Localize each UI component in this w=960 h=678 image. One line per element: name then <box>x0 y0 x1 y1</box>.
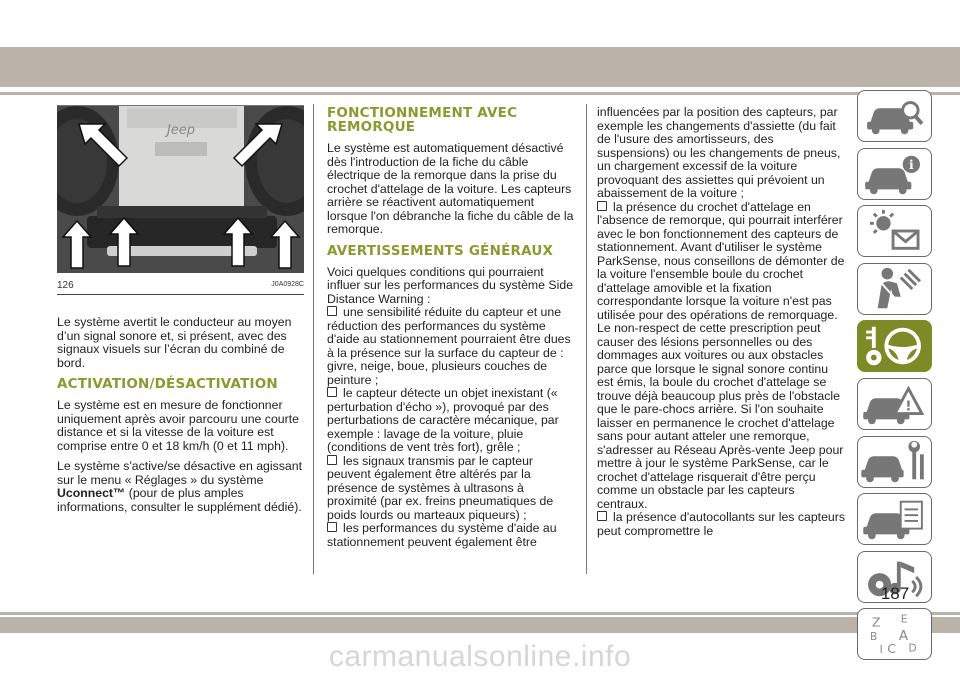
column-1 <box>57 316 307 521</box>
svg-text:i: i <box>908 156 914 172</box>
footer-band <box>0 614 960 633</box>
uconnect-brand: Uconnect™ <box>57 486 126 500</box>
warnings-intro: Voici quelques conditions qui pourraient influer sur les performances du système Side Distance Warning : <box>327 264 574 306</box>
checkbox-bullet-icon <box>597 511 607 521</box>
header-rule <box>0 92 960 95</box>
figure-page-ref: 126 <box>57 280 74 291</box>
bullet-text: une sensibilité réduite du capteur et une réduction des performances du système d'aide au stationnement pourraient être dues à la présence sur la surface du capteur de : givre, neige, boue, plusieurs couches de peinture ; <box>327 305 571 387</box>
rear-bumper-figure <box>57 105 304 273</box>
page-number: 187 <box>880 584 910 603</box>
index-letter-i: I <box>879 644 883 657</box>
watermark: carmanualsonline.info <box>328 640 632 673</box>
section-heading-warnings: AVERTISSEMENTS GÉNÉRAUX <box>327 242 554 259</box>
activation-paragraph-1: Le système est en mesure de fonctionner uniquement après avoir parcouru une courte distance et si la vitesse de la voiture est comprise entre 0 et 18 km/h (0 et 11 mph). <box>57 398 299 453</box>
activation-text-b: (pour de plus amples informations, consulter le supplément dédié). <box>57 486 302 514</box>
figure-caption <box>57 280 304 295</box>
section-heading-activation: ACTIVATION/DÉSACTIVATION <box>57 376 278 392</box>
car-maintenance-icon <box>858 437 931 487</box>
car-specifications-icon <box>858 494 931 544</box>
footer-rule <box>0 612 960 615</box>
warning-bullet-6 <box>597 511 847 538</box>
dashboard-lights-icon <box>858 206 931 256</box>
column-divider-2 <box>586 104 587 574</box>
tab-car-specifications[interactable] <box>857 493 932 545</box>
svg-text:!: ! <box>905 399 912 415</box>
column-3 <box>597 106 847 538</box>
tab-car-info[interactable] <box>857 148 932 200</box>
column-divider-1 <box>313 104 314 574</box>
intro-paragraph: Le système avertit le conducteur au moyen d’un signal sonore et, si présent, avec des signaux visuels sur l’écran du combiné de bord. <box>57 315 292 370</box>
continued-paragraph: influencées par la position des capteurs, par exemple les changements d'assiette (du fait de l'usure des amortisseurs, des suspensions) ou les changements de pneus, un chargement excessif de la voiture provoquant des assiettes qui prévoient un abaissement de la voiture ; <box>597 105 841 200</box>
car-warning-icon <box>858 379 931 429</box>
checkbox-bullet-icon <box>327 455 337 465</box>
figure-image-code: J0A0928C <box>271 281 304 288</box>
index-letter-z: Z <box>871 614 881 630</box>
top-margin <box>0 0 960 47</box>
checkbox-bullet-icon <box>327 387 337 397</box>
bullet-text: la présence d'autocollants sur les capteurs peut compromettre le <box>597 510 846 538</box>
tab-dashboard-lights[interactable] <box>857 205 932 257</box>
header-band <box>0 47 960 87</box>
checkbox-bullet-icon <box>597 201 607 211</box>
checkbox-bullet-icon <box>327 522 337 532</box>
trailer-paragraph: Le système est automatiquement désactivé dès l'introduction de la fiche du câble électrique de la remorque dans la prise du crochet d'attelage de la voiture. Les capteurs arrière se réactivent automatiquement lorsque l'on débranche la fiche du câble de la remorque. <box>327 141 574 236</box>
key-steering-wheel-icon <box>858 321 931 371</box>
svg-text:Jeep: Jeep <box>166 123 196 138</box>
seatbelt-airbag-icon <box>858 264 931 314</box>
warning-bullet-4 <box>327 522 577 549</box>
warning-bullet-5 <box>597 201 847 512</box>
index-letter-e: E <box>900 613 908 626</box>
activation-paragraph-2 <box>57 460 307 514</box>
index-letter-b: B <box>869 631 878 644</box>
tab-key-steering-wheel[interactable] <box>857 320 932 372</box>
bullet-text: le capteur détecte un objet inexistant (« perturbation d'écho »), provoqué par des perturbations de caractère mécanique, par exemple : lavage de la voiture, pluie (conditions de vent très fort), grêle ; <box>327 386 559 454</box>
checkbox-bullet-icon <box>327 306 337 316</box>
car-info-icon <box>858 149 931 199</box>
bullet-text: les performances du système d'aide au stationnement peuvent également être <box>327 521 557 549</box>
car-search-icon <box>858 91 931 141</box>
bullet-text: la présence du crochet d'attelage en l'absence de remorque, qui pourrait interférer avec le bon fonctionnement des capteurs de stationnement. Avant d'utiliser le système ParkSense, nous conseillons de démonter de la voiture l'ensemble boule du crochet d'attelage amovible et la fixation correspondante lorsque la voiture n'est pas utilisée pour des opérations de remorquage. Le non-respect de cette prescription peut causer des lésions personnelles ou des dommages aux voitures ou aux obstacles parce que lorsque le signal sonore continu est émis, la boule du crochet d'attelage se trouve déjà beaucoup plus près de l'obstacle que le pare-chocs arrière. Si l'on souhaite laisser en permanence le crochet d'attelage sans pour autant atteler une remorque, s'adresser au Réseau Après-vente Jeep pour mettre à jour le système ParkSense, car le crochet d'attelage risquerait d'être perçu comme un obstacle par les capteurs centraux. <box>597 199 845 511</box>
tab-car-warning[interactable] <box>857 378 932 430</box>
index-letter-a: A <box>898 629 909 645</box>
column-2 <box>327 106 577 549</box>
warning-bullet-2 <box>327 387 577 455</box>
bullet-text: les signaux transmis par le capteur peuvent également être altérés par la présence de systèmes à ultrasons à proximité (par ex. freins pneumatiques de poids lourds ou marteaux piqueurs) ; <box>327 453 554 522</box>
warning-bullet-3 <box>327 455 577 523</box>
index-letter-d: D <box>908 642 917 655</box>
activation-text-a: Le système s'active/se désactive en agissant sur le menu « Réglages » du système <box>57 459 302 487</box>
warning-bullet-1 <box>327 306 577 387</box>
tab-car-maintenance[interactable] <box>857 436 932 488</box>
rear-bumper-illustration <box>57 106 304 273</box>
chapter-tabs <box>857 90 932 666</box>
tab-seatbelt-airbag[interactable] <box>857 263 932 315</box>
tab-car-search[interactable] <box>857 90 932 142</box>
section-heading-trailer: FONCTIONNEMENT AVEC REMORQUE <box>327 105 518 135</box>
index-letter-c: C <box>887 641 897 657</box>
